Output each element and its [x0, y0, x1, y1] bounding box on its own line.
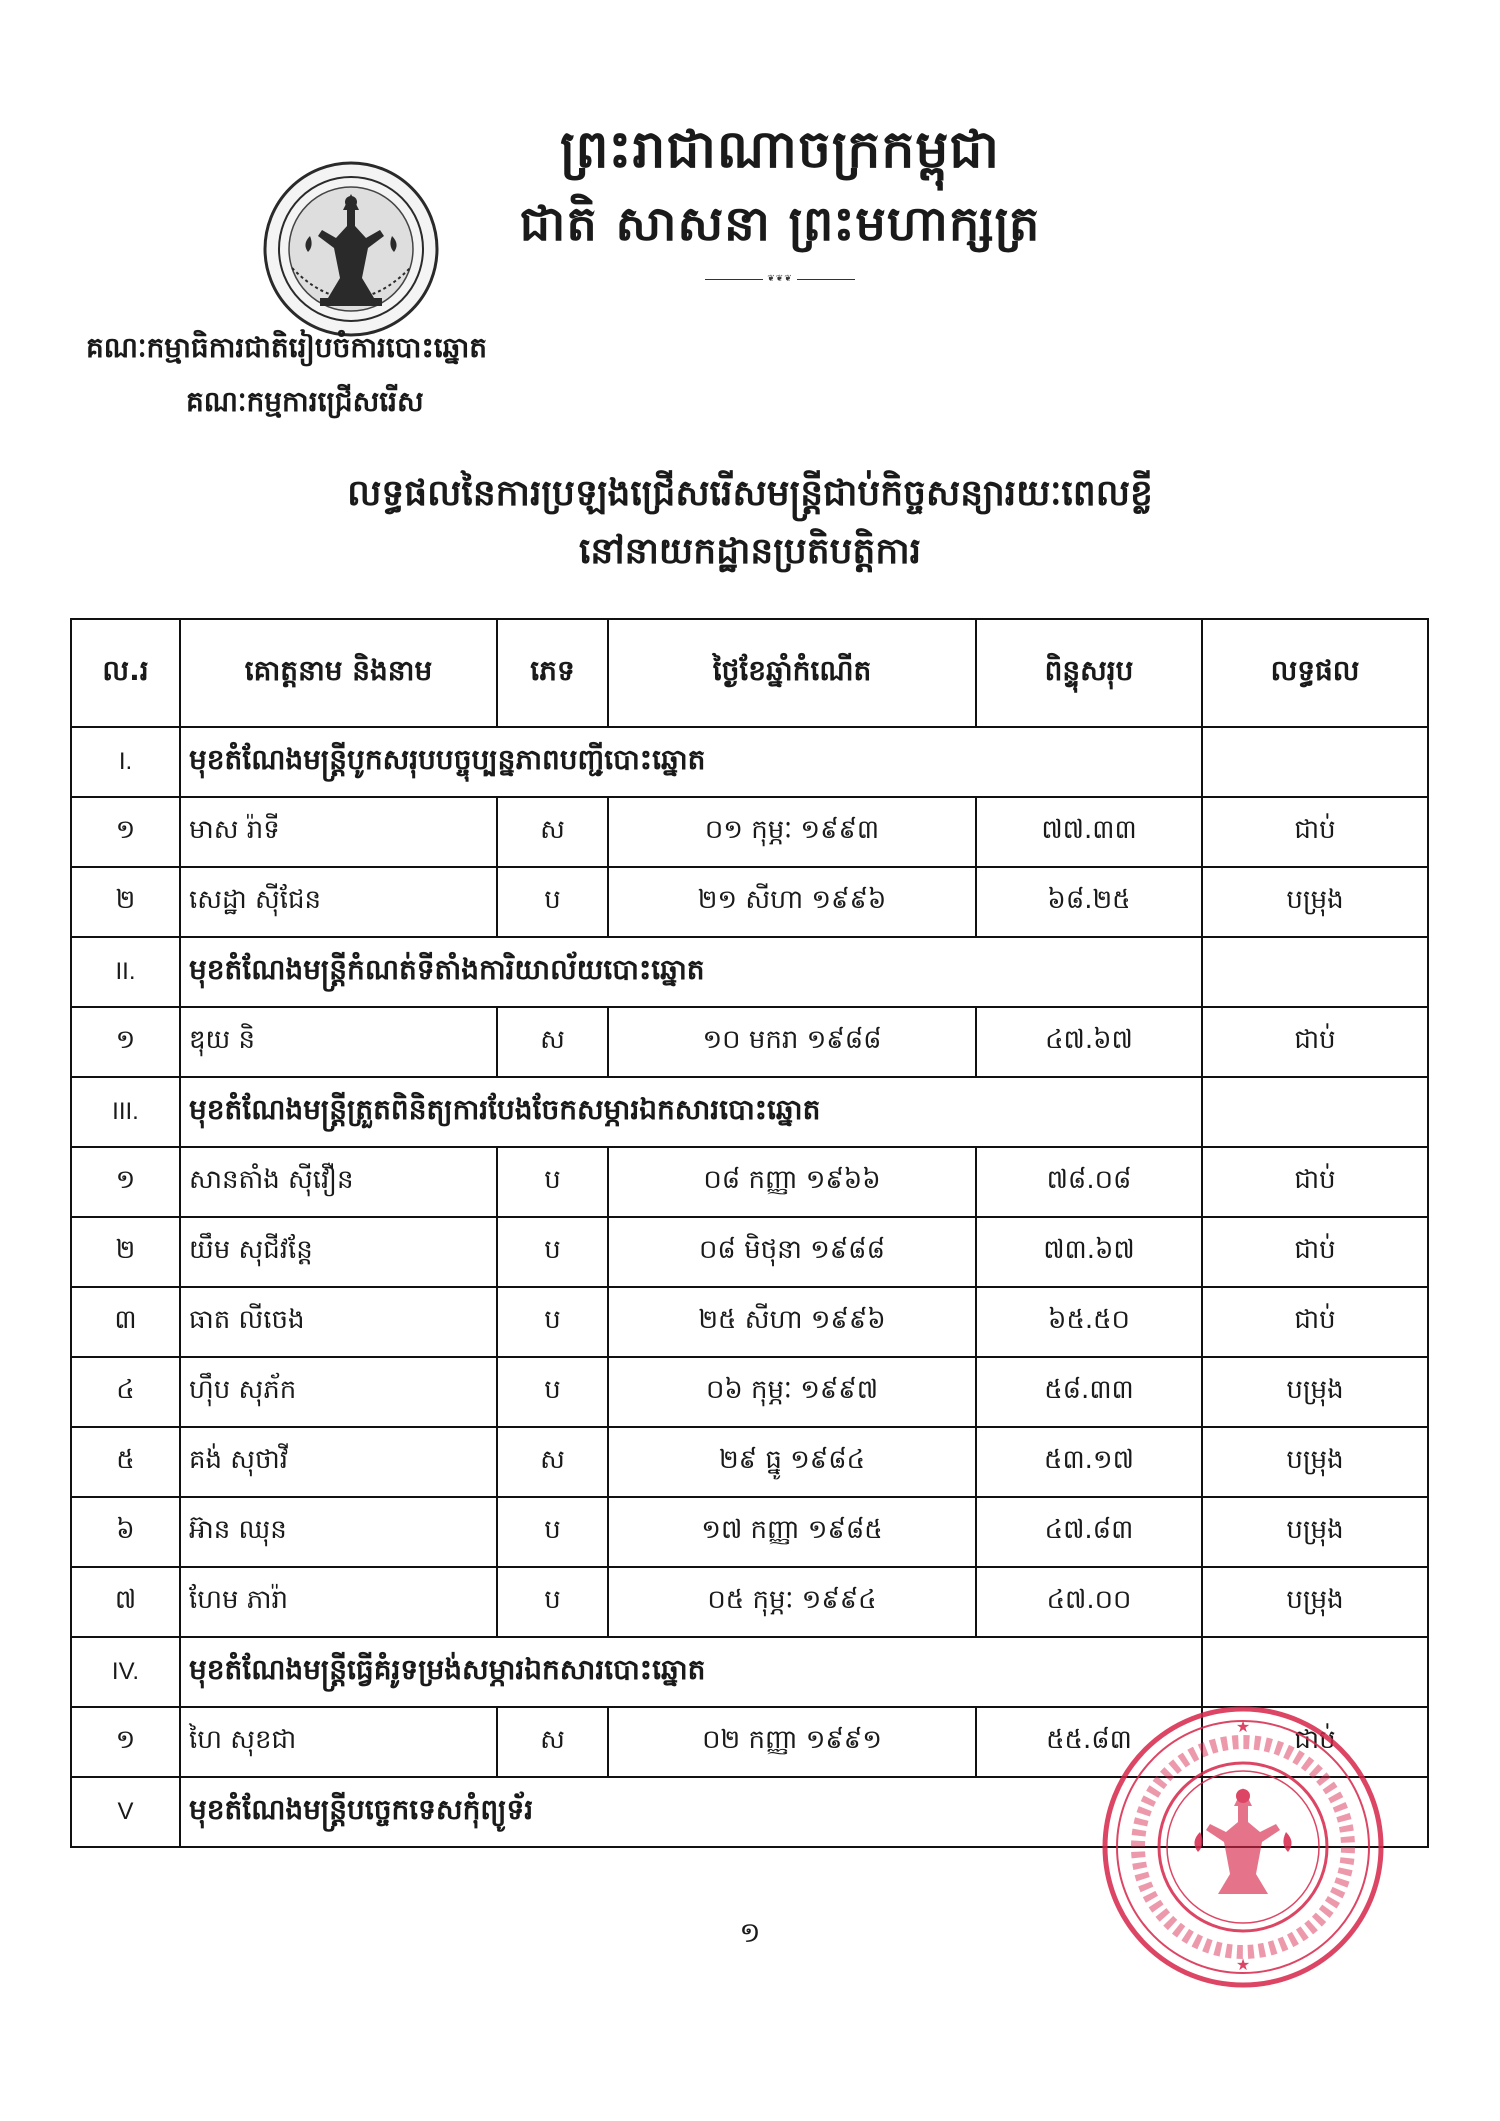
- row-number: ១: [71, 797, 180, 867]
- header-gender: ភេទ: [497, 619, 608, 727]
- table-row: [71, 1497, 1428, 1567]
- row-number: ១: [71, 1707, 180, 1777]
- table-row: [71, 867, 1428, 937]
- candidate-date-of-birth: ១៧ កញ្ញា ១៩៨៥: [608, 1497, 976, 1567]
- row-number: ៣: [71, 1287, 180, 1357]
- section-empty-cell: [1202, 1077, 1428, 1147]
- table-row: [71, 1287, 1428, 1357]
- section-title: មុខតំណែងមន្ត្រីបូកសរុបបច្ចុប្បន្នភាពបញ្ជីបោះឆ្នោត: [180, 727, 1202, 797]
- candidate-gender: ស: [497, 1707, 608, 1777]
- table-row: [71, 1007, 1428, 1077]
- header-name: គោត្តនាម និងនាម: [180, 619, 497, 727]
- section-title: មុខតំណែងមន្ត្រីត្រួតពិនិត្យការបែងចែកសម្ភារឯកសារបោះឆ្នោត: [180, 1077, 1202, 1147]
- candidate-score: ៧៨.០៨: [976, 1147, 1202, 1217]
- candidate-gender: ប: [497, 1217, 608, 1287]
- organization-name: គណៈកម្មាធិការជាតិរៀបចំការបោះឆ្នោត: [86, 331, 488, 364]
- candidate-name: ឌុយ និ: [180, 1007, 497, 1077]
- candidate-name: ហ៊ឹប សុភ័ក: [180, 1357, 497, 1427]
- national-election-committee-emblem-icon: [262, 160, 440, 338]
- table-row: [71, 797, 1428, 867]
- candidate-result: បម្រុង: [1202, 1497, 1428, 1567]
- kingdom-title: ព្រះរាជាណាចក្រកម្ពុជា: [560, 120, 1000, 180]
- row-number: ២: [71, 1217, 180, 1287]
- candidate-score: ៧៣.៦៧: [976, 1217, 1202, 1287]
- section-number: V: [71, 1777, 180, 1847]
- candidate-date-of-birth: ០៨ មិថុនា ១៩៨៨: [608, 1217, 976, 1287]
- table-row: [71, 1357, 1428, 1427]
- section-empty-cell: [1202, 1637, 1428, 1707]
- candidate-score: ៤៧.៨៣: [976, 1497, 1202, 1567]
- document-title: លទ្ធផលនៃការប្រឡងជ្រើសរើសមន្ត្រីជាប់កិច្ចសន្យារយៈពេលខ្លី: [347, 473, 1153, 514]
- table-body: [71, 727, 1428, 1847]
- section-title: មុខតំណែងមន្ត្រីបច្ចេកទេសកុំព្យូទ័រ: [180, 1777, 1202, 1847]
- candidate-result: ជាប់: [1202, 797, 1428, 867]
- row-number: ៥: [71, 1427, 180, 1497]
- candidate-date-of-birth: ០៥ កុម្ភៈ ១៩៩៤: [608, 1567, 976, 1637]
- section-row: [71, 1077, 1428, 1147]
- candidate-result: បម្រុង: [1202, 1567, 1428, 1637]
- candidate-result: ជាប់: [1202, 1707, 1428, 1777]
- ornament-divider-icon: ❦❦❦: [705, 274, 855, 284]
- table-row: [71, 1427, 1428, 1497]
- candidate-date-of-birth: ០៨ កញ្ញា ១៩៦៦: [608, 1147, 976, 1217]
- candidate-gender: ប: [497, 1567, 608, 1637]
- section-row: [71, 1637, 1428, 1707]
- table-row: [71, 1567, 1428, 1637]
- candidate-name: អ៊ាន ឈុន: [180, 1497, 497, 1567]
- candidate-score: ៤៧.០០: [976, 1567, 1202, 1637]
- candidate-date-of-birth: ២១ សីហា ១៩៩៦: [608, 867, 976, 937]
- candidate-date-of-birth: ១០ មករា ១៩៨៨: [608, 1007, 976, 1077]
- candidate-gender: ស: [497, 797, 608, 867]
- svg-text:★: ★: [1235, 1717, 1251, 1736]
- candidate-result: ជាប់: [1202, 1147, 1428, 1217]
- header-date-of-birth: ថ្ងៃខែឆ្នាំកំណើត: [608, 619, 976, 727]
- row-number: ២: [71, 867, 180, 937]
- row-number: ១: [71, 1147, 180, 1217]
- official-red-seal-icon: [1098, 1702, 1388, 1992]
- row-number: ៤: [71, 1357, 180, 1427]
- candidate-date-of-birth: ០១ កុម្ភៈ ១៩៩៣: [608, 797, 976, 867]
- table-header-row: [71, 619, 1428, 727]
- svg-text:★: ★: [1235, 1955, 1251, 1974]
- candidate-score: ៧៧.៣៣: [976, 797, 1202, 867]
- candidate-gender: ស: [497, 1427, 608, 1497]
- candidate-name: ហៃ សុខជា: [180, 1707, 497, 1777]
- row-number: ៦: [71, 1497, 180, 1567]
- candidate-result: បម្រុង: [1202, 1357, 1428, 1427]
- section-row: [71, 937, 1428, 1007]
- candidate-date-of-birth: ០៦ កុម្ភៈ ១៩៩៧: [608, 1357, 976, 1427]
- candidate-result: បម្រុង: [1202, 867, 1428, 937]
- section-empty-cell: [1202, 937, 1428, 1007]
- candidate-result: បម្រុង: [1202, 1427, 1428, 1497]
- candidate-date-of-birth: ២៩ ធ្នូ ១៩៨៤: [608, 1427, 976, 1497]
- header-result: លទ្ធផល: [1202, 619, 1428, 727]
- section-number: III.: [71, 1077, 180, 1147]
- row-number: ១: [71, 1007, 180, 1077]
- section-title: មុខតំណែងមន្ត្រីកំណត់ទីតាំងការិយាល័យបោះឆ្នោត: [180, 937, 1202, 1007]
- section-number: I.: [71, 727, 180, 797]
- candidate-gender: ប: [497, 1357, 608, 1427]
- candidate-name: ធាត លីចេង: [180, 1287, 497, 1357]
- candidate-name: ហែម ភារ៉ា: [180, 1567, 497, 1637]
- section-number: IV.: [71, 1637, 180, 1707]
- results-table: [70, 618, 1429, 1848]
- candidate-gender: ប: [497, 1287, 608, 1357]
- national-motto: ជាតិ សាសនា ព្រះមហាក្សត្រ: [519, 196, 1041, 252]
- candidate-gender: ប: [497, 1147, 608, 1217]
- section-number: II.: [71, 937, 180, 1007]
- section-row: [71, 727, 1428, 797]
- candidate-name: យឹម សុជីវន្តែ: [180, 1217, 497, 1287]
- candidate-gender: ប: [497, 867, 608, 937]
- candidate-date-of-birth: ០២ កញ្ញា ១៩៩១: [608, 1707, 976, 1777]
- section-empty-cell: [1202, 727, 1428, 797]
- candidate-result: ជាប់: [1202, 1217, 1428, 1287]
- committee-name: គណៈកម្មការជ្រើសរើស: [186, 385, 424, 418]
- candidate-gender: ស: [497, 1007, 608, 1077]
- header-number: ល.រ: [71, 619, 180, 727]
- header-total-score: ពិន្ទុសរុប: [976, 619, 1202, 727]
- row-number: ៧: [71, 1567, 180, 1637]
- candidate-result: ជាប់: [1202, 1287, 1428, 1357]
- candidate-score: ៦៨.២៥: [976, 867, 1202, 937]
- candidate-name: សេដ្ឋា ស៊ីជែន: [180, 867, 497, 937]
- national-heading: [470, 112, 1090, 284]
- candidate-result: ជាប់: [1202, 1007, 1428, 1077]
- candidate-score: ៤៧.៦៧: [976, 1007, 1202, 1077]
- table-row: [71, 1147, 1428, 1217]
- document-subtitle: នៅនាយកដ្ឋានប្រតិបត្តិការ: [578, 531, 922, 572]
- section-title: មុខតំណែងមន្ត្រីធ្វើគំរូទម្រង់សម្ភារឯកសារបោះឆ្នោត: [180, 1637, 1202, 1707]
- candidate-name: គង់ សុថាវី: [180, 1427, 497, 1497]
- candidate-score: ៥៥.៨៣: [976, 1707, 1202, 1777]
- candidate-date-of-birth: ២៥ សីហា ១៩៩៦: [608, 1287, 976, 1357]
- candidate-gender: ប: [497, 1497, 608, 1567]
- candidate-score: ៥៨.៣៣: [976, 1357, 1202, 1427]
- page-number: ១: [739, 1916, 761, 1949]
- candidate-score: ៦៥.៥០: [976, 1287, 1202, 1357]
- table-row: [71, 1217, 1428, 1287]
- candidate-name: សានតាំង ស៊ីវឿន: [180, 1147, 497, 1217]
- candidate-score: ៥៣.១៧: [976, 1427, 1202, 1497]
- candidate-name: មាស រ៉ាទី: [180, 797, 497, 867]
